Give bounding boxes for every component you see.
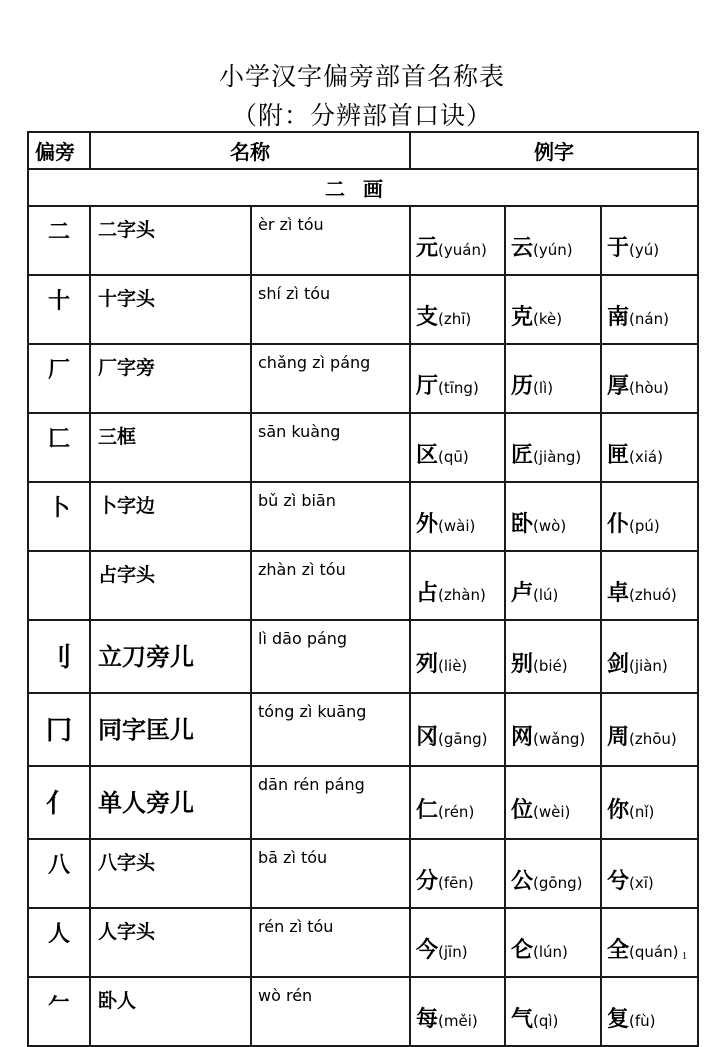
example-char: 历 bbox=[511, 374, 534, 399]
radical-name: 十字头 bbox=[90, 275, 251, 344]
example-cell bbox=[410, 620, 505, 693]
radical-cell: 人 bbox=[28, 908, 90, 977]
example-char: 别 bbox=[511, 652, 534, 677]
example-pinyin: (pú) bbox=[629, 517, 660, 535]
example-cell bbox=[410, 766, 505, 839]
example-char: 公 bbox=[511, 869, 534, 894]
radical-name: 厂字旁 bbox=[90, 344, 251, 413]
example-char: 区 bbox=[416, 443, 439, 468]
example-char: 支 bbox=[416, 305, 439, 330]
example-pinyin: (tīng) bbox=[438, 379, 479, 397]
radical-name: 八字头 bbox=[90, 839, 251, 908]
table-row bbox=[28, 693, 698, 766]
radical-name: 单人旁儿 bbox=[90, 766, 251, 839]
example-cell bbox=[410, 839, 505, 908]
example-char: 南 bbox=[607, 305, 630, 330]
radical-name: 占字头 bbox=[90, 551, 251, 620]
example-pinyin: (lún) bbox=[533, 943, 568, 961]
example-char: 仑 bbox=[511, 938, 534, 963]
example-char: 气 bbox=[511, 1007, 534, 1032]
example-cell bbox=[505, 766, 601, 839]
example-cell bbox=[505, 206, 601, 275]
example-cell bbox=[505, 344, 601, 413]
table-row bbox=[28, 908, 698, 977]
example-pinyin: (xiá) bbox=[629, 448, 663, 466]
example-cell bbox=[601, 908, 698, 977]
table-row bbox=[28, 551, 698, 620]
example-cell bbox=[410, 908, 505, 977]
radical-name: 二字头 bbox=[90, 206, 251, 275]
example-cell bbox=[410, 693, 505, 766]
header-radical: 偏旁 bbox=[28, 132, 90, 169]
example-char: 卓 bbox=[607, 581, 630, 606]
example-pinyin: (jīn) bbox=[438, 943, 468, 961]
example-cell bbox=[601, 693, 698, 766]
radical-pinyin: zhàn zì tóu bbox=[251, 551, 410, 620]
radical-cell: 八 bbox=[28, 839, 90, 908]
example-char: 分 bbox=[416, 869, 439, 894]
radical-cell: 厂 bbox=[28, 344, 90, 413]
example-cell bbox=[505, 693, 601, 766]
radical-pinyin: bā zì tóu bbox=[251, 839, 410, 908]
example-pinyin: (zhōu) bbox=[629, 730, 677, 748]
example-char: 仆 bbox=[607, 512, 630, 537]
radical-pinyin: rén zì tóu bbox=[251, 908, 410, 977]
example-cell bbox=[601, 839, 698, 908]
example-char: 你 bbox=[607, 798, 630, 823]
example-pinyin: (yuán) bbox=[438, 241, 487, 259]
example-cell bbox=[601, 977, 698, 1046]
radical-pinyin: sān kuàng bbox=[251, 413, 410, 482]
section-label: 二画 bbox=[28, 169, 698, 206]
example-char: 于 bbox=[607, 236, 630, 261]
example-cell bbox=[410, 977, 505, 1046]
radical-cell: 匚 bbox=[28, 413, 90, 482]
example-cell bbox=[410, 275, 505, 344]
example-pinyin: (nán) bbox=[629, 310, 669, 328]
radical-pinyin: shí zì tóu bbox=[251, 275, 410, 344]
example-pinyin: (qì) bbox=[533, 1012, 559, 1030]
header-name: 名称 bbox=[90, 132, 410, 169]
example-char: 复 bbox=[607, 1007, 630, 1032]
example-char: 厚 bbox=[607, 374, 630, 399]
table-row bbox=[28, 839, 698, 908]
table-row bbox=[28, 766, 698, 839]
radical-pinyin: dān rén páng bbox=[251, 766, 410, 839]
radical-cell: 亻 bbox=[28, 766, 90, 839]
example-pinyin: (xī) bbox=[629, 874, 654, 892]
example-char: 位 bbox=[511, 798, 534, 823]
radical-name: 人字头 bbox=[90, 908, 251, 977]
example-cell bbox=[601, 275, 698, 344]
table-row bbox=[28, 206, 698, 275]
example-char: 周 bbox=[607, 725, 630, 750]
example-pinyin: (měi) bbox=[438, 1012, 478, 1030]
example-cell bbox=[505, 551, 601, 620]
radical-cell bbox=[28, 551, 90, 620]
example-pinyin: (wèi) bbox=[533, 803, 571, 821]
radical-name: 立刀旁儿 bbox=[90, 620, 251, 693]
example-char: 剑 bbox=[607, 652, 630, 677]
example-cell bbox=[505, 839, 601, 908]
example-char: 匠 bbox=[511, 443, 534, 468]
document-title: 小学汉字偏旁部首名称表 bbox=[218, 62, 505, 91]
example-cell bbox=[505, 908, 601, 977]
example-pinyin: (zhī) bbox=[438, 310, 472, 328]
example-cell bbox=[410, 482, 505, 551]
example-char: 网 bbox=[511, 725, 534, 750]
example-cell bbox=[601, 620, 698, 693]
example-cell bbox=[410, 344, 505, 413]
example-pinyin: (wài) bbox=[438, 517, 476, 535]
table-row bbox=[28, 275, 698, 344]
header-examples: 例字 bbox=[410, 132, 698, 169]
example-cell bbox=[601, 206, 698, 275]
table-row bbox=[28, 482, 698, 551]
example-pinyin: (jiàng) bbox=[533, 448, 582, 466]
document-subtitle: （附：分辨部首口诀） bbox=[231, 101, 492, 130]
radical-pinyin: wò rén bbox=[251, 977, 410, 1046]
example-pinyin: (qū) bbox=[438, 448, 469, 466]
example-char: 全 bbox=[607, 938, 630, 963]
example-pinyin: (gōng) bbox=[533, 874, 583, 892]
example-pinyin: (quán) bbox=[629, 943, 679, 961]
example-pinyin: (hòu) bbox=[629, 379, 669, 397]
radical-cell: 刂 bbox=[28, 620, 90, 693]
example-pinyin: (fù) bbox=[629, 1012, 656, 1030]
example-pinyin: (wǎng) bbox=[533, 730, 586, 748]
example-cell bbox=[505, 977, 601, 1046]
radical-cell: 𠂉 bbox=[28, 977, 90, 1046]
example-cell bbox=[410, 413, 505, 482]
example-cell bbox=[410, 551, 505, 620]
example-char: 占 bbox=[416, 581, 439, 606]
example-cell bbox=[505, 413, 601, 482]
example-char: 匣 bbox=[607, 443, 630, 468]
example-char: 今 bbox=[416, 938, 439, 963]
radical-table bbox=[27, 131, 699, 1047]
example-cell bbox=[601, 482, 698, 551]
example-cell bbox=[601, 413, 698, 482]
example-cell bbox=[505, 620, 601, 693]
radical-name: 三框 bbox=[90, 413, 251, 482]
radical-pinyin: tóng zì kuāng bbox=[251, 693, 410, 766]
table-row bbox=[28, 620, 698, 693]
radical-pinyin: bǔ zì biān bbox=[251, 482, 410, 551]
example-cell bbox=[505, 482, 601, 551]
radical-name: 同字匡儿 bbox=[90, 693, 251, 766]
example-pinyin: (rén) bbox=[438, 803, 475, 821]
header-row bbox=[28, 132, 698, 169]
example-cell bbox=[601, 344, 698, 413]
table-body bbox=[28, 206, 698, 1046]
radical-pinyin: lì dāo páng bbox=[251, 620, 410, 693]
example-pinyin: (nǐ) bbox=[629, 803, 655, 821]
example-char: 冈 bbox=[416, 725, 439, 750]
example-char: 厅 bbox=[416, 374, 439, 399]
example-char: 元 bbox=[416, 236, 439, 261]
radical-pinyin: èr zì tóu bbox=[251, 206, 410, 275]
table-row bbox=[28, 344, 698, 413]
example-cell bbox=[601, 551, 698, 620]
example-pinyin: (yú) bbox=[629, 241, 660, 259]
example-pinyin: (zhàn) bbox=[438, 586, 486, 604]
page-number: 1 bbox=[682, 951, 687, 962]
example-pinyin: (fēn) bbox=[438, 874, 474, 892]
radical-cell: 卜 bbox=[28, 482, 90, 551]
example-pinyin: (zhuó) bbox=[629, 586, 677, 604]
example-pinyin: (wò) bbox=[533, 517, 567, 535]
example-char: 每 bbox=[416, 1007, 439, 1032]
example-pinyin: (lú) bbox=[533, 586, 559, 604]
radical-cell: 十 bbox=[28, 275, 90, 344]
example-char: 卧 bbox=[511, 512, 534, 537]
radical-pinyin: chǎng zì páng bbox=[251, 344, 410, 413]
table-row bbox=[28, 413, 698, 482]
section-row bbox=[28, 169, 698, 206]
example-char: 云 bbox=[511, 236, 534, 261]
example-pinyin: (liè) bbox=[438, 657, 468, 675]
example-pinyin: (gāng) bbox=[438, 730, 488, 748]
radical-cell: 冂 bbox=[28, 693, 90, 766]
example-pinyin: (lì) bbox=[533, 379, 554, 397]
example-cell bbox=[410, 206, 505, 275]
example-char: 仁 bbox=[416, 798, 439, 823]
radical-cell: 二 bbox=[28, 206, 90, 275]
example-pinyin: (bié) bbox=[533, 657, 568, 675]
example-pinyin: (jiàn) bbox=[629, 657, 668, 675]
example-char: 克 bbox=[511, 305, 534, 330]
example-char: 列 bbox=[416, 652, 439, 677]
example-pinyin: (kè) bbox=[533, 310, 563, 328]
example-char: 兮 bbox=[607, 869, 630, 894]
example-cell bbox=[505, 275, 601, 344]
example-char: 外 bbox=[416, 512, 439, 537]
radical-name: 卧人 bbox=[90, 977, 251, 1046]
table-row bbox=[28, 977, 698, 1046]
example-char: 卢 bbox=[511, 581, 534, 606]
example-pinyin: (yún) bbox=[533, 241, 573, 259]
example-cell bbox=[601, 766, 698, 839]
radical-name: 卜字边 bbox=[90, 482, 251, 551]
